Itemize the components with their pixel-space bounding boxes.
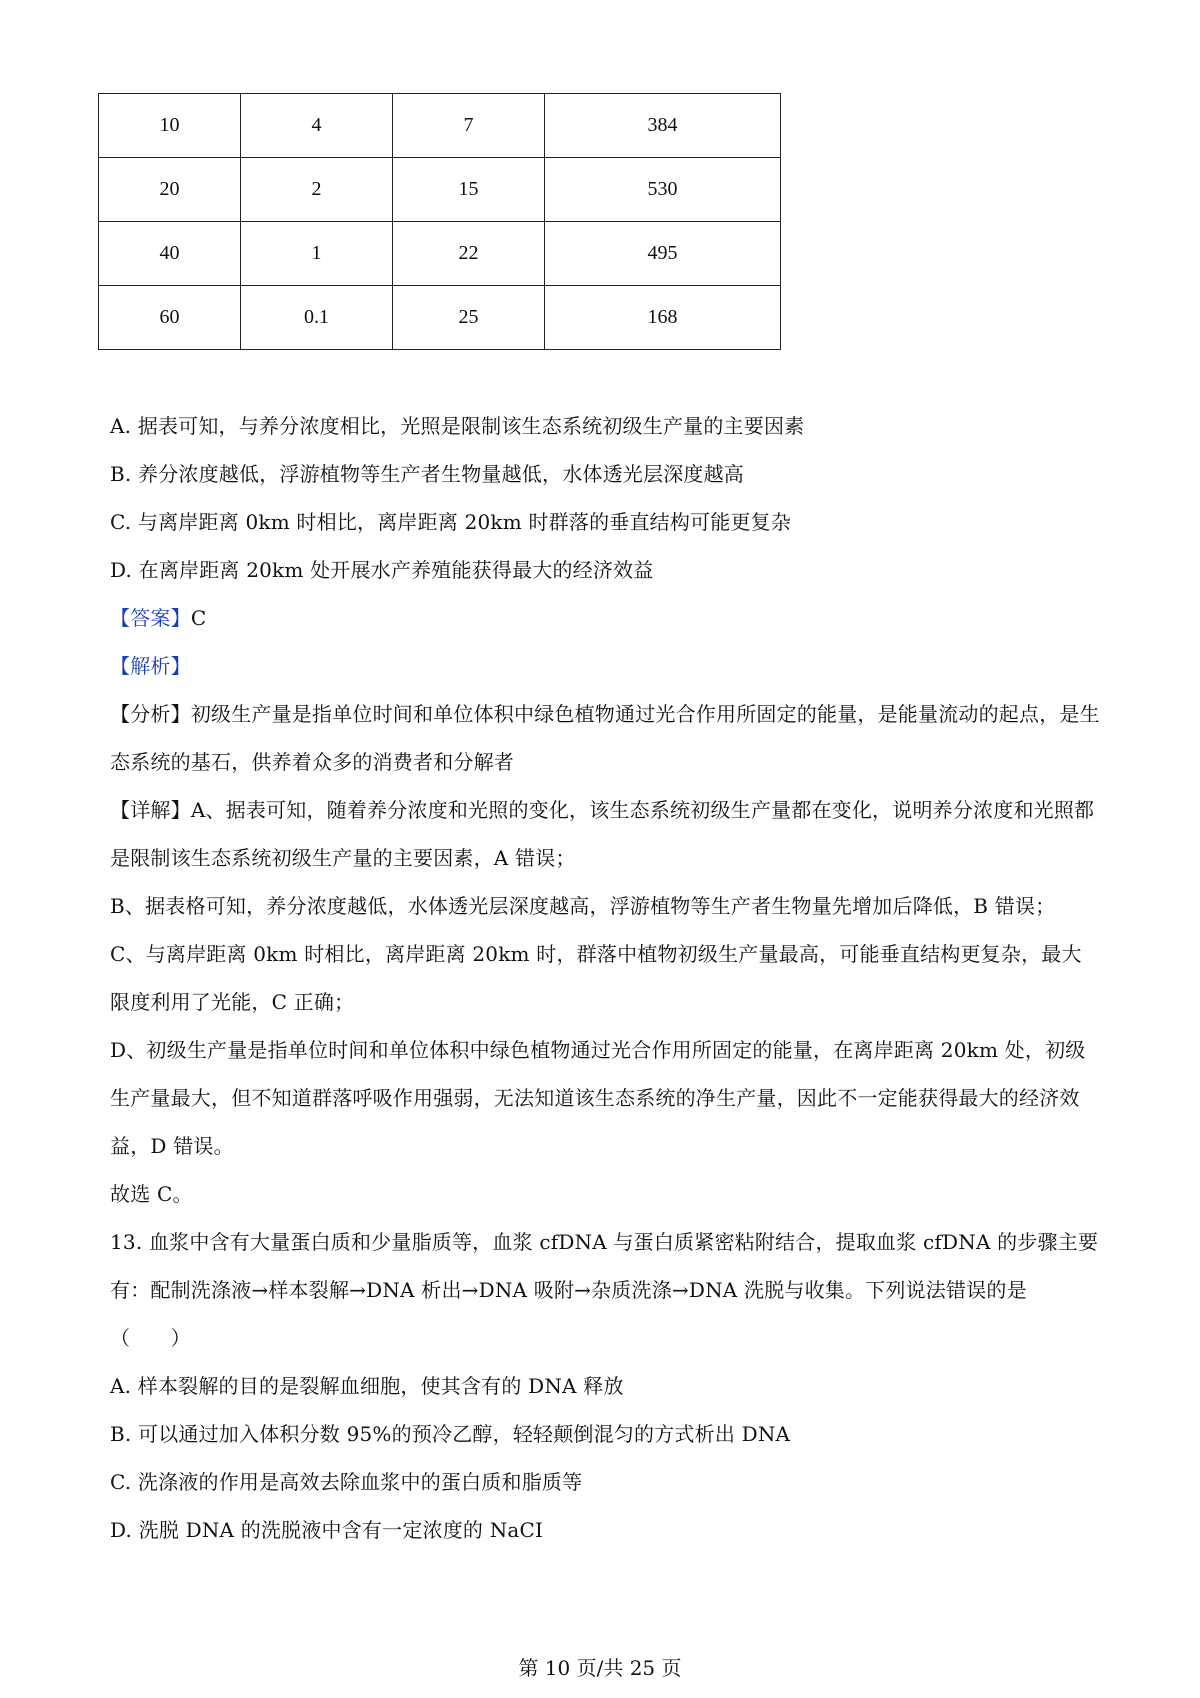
option-c: C. 与离岸距离 0km 时相比，离岸距离 20km 时群落的垂直结构可能更复杂: [110, 510, 792, 534]
fenxi-paragraph: [110, 690, 1100, 786]
xiangjie-a: A、据表可知，随着养分浓度和光照的变化，该生态系统初级生产量都在变化，说明养分浓度和光照都是限制该生态系统初级生产量的主要因素，A 错误；: [110, 798, 1095, 870]
answer-line: [110, 594, 1100, 642]
q13-option-c: C. 洗涤液的作用是高效去除血浆中的蛋白质和脂质等: [110, 1470, 583, 1494]
table-cell: 40: [99, 222, 241, 286]
table-row: [99, 158, 781, 222]
table-cell: 530: [545, 158, 781, 222]
q13-answer-paren: （ ）: [110, 1326, 191, 1350]
fenxi-text: 初级生产量是指单位时间和单位体积中绿色植物通过光合作用所固定的能量，是能量流动的起点，是生态系统的基石，供养着众多的消费者和分解者: [110, 702, 1100, 774]
table-cell: 168: [545, 286, 781, 350]
table-row: [99, 222, 781, 286]
question-content: [110, 402, 1100, 1554]
table-cell: 10: [99, 94, 241, 158]
answer-tag: 【答案】: [110, 606, 191, 630]
conclusion: 故选 C。: [110, 1182, 193, 1206]
fenxi-tag: 【分析】: [110, 702, 191, 726]
table-cell: 4: [241, 94, 393, 158]
table-cell: 25: [393, 286, 545, 350]
xiangjie-tag: 【详解】: [110, 798, 191, 822]
table-cell: 22: [393, 222, 545, 286]
q13-option-b: B. 可以通过加入体积分数 95%的预冷乙醇，轻轻颠倒混匀的方式析出 DNA: [110, 1422, 791, 1446]
option-d: D. 在离岸距离 20km 处开展水产养殖能获得最大的经济效益: [110, 558, 654, 582]
option-b: B. 养分浓度越低，浮游植物等生产者生物量越低，水体透光层深度越高: [110, 462, 745, 486]
table-cell: 2: [241, 158, 393, 222]
table-cell: 495: [545, 222, 781, 286]
xiangjie-c: C、与离岸距离 0km 时相比，离岸距离 20km 时，群落中植物初级生产量最高，可能垂直结构更复杂，最大限度利用了光能，C 正确；: [110, 942, 1082, 1014]
table-cell: 7: [393, 94, 545, 158]
q13-option-a: A. 样本裂解的目的是裂解血细胞，使其含有的 DNA 释放: [110, 1374, 624, 1398]
answer-value: C: [190, 606, 207, 630]
table-cell: 20: [99, 158, 241, 222]
q13-stem: 13. 血浆中含有大量蛋白质和少量脂质等，血浆 cfDNA 与蛋白质紧密粘附结合，提取血浆 cfDNA 的步骤主要有：配制洗涤液→样本裂解→DNA 析出→DNA 吸附→杂质洗涤→DNA 洗脱与收集。下列说法错误的是: [110, 1230, 1099, 1302]
xiangjie-paragraph: [110, 786, 1100, 882]
table-cell: 384: [545, 94, 781, 158]
table-cell: 1: [241, 222, 393, 286]
table-row: [99, 94, 781, 158]
data-table: [98, 93, 781, 350]
analysis-heading: [110, 642, 1100, 690]
table-row: [99, 286, 781, 350]
xiangjie-d: D、初级生产量是指单位时间和单位体积中绿色植物通过光合作用所固定的能量，在离岸距离 20km 处，初级生产量最大，但不知道群落呼吸作用强弱，无法知道该生态系统的净生产量，因此不一定能获得最大的经济效益，D 错误。: [110, 1038, 1086, 1158]
option-a: A. 据表可知，与养分浓度相比，光照是限制该生态系统初级生产量的主要因素: [110, 414, 805, 438]
analysis-tag: 【解析】: [110, 654, 191, 678]
table-cell: 0.1: [241, 286, 393, 350]
page-footer: 第 10 页/共 25 页: [518, 1656, 682, 1680]
xiangjie-b: B、据表格可知，养分浓度越低，水体透光层深度越高，浮游植物等生产者生物量先增加后降低，B 错误；: [110, 894, 1056, 918]
table-cell: 60: [99, 286, 241, 350]
q13-option-d: D. 洗脱 DNA 的洗脱液中含有一定浓度的 NaCI: [110, 1518, 544, 1542]
table-cell: 15: [393, 158, 545, 222]
